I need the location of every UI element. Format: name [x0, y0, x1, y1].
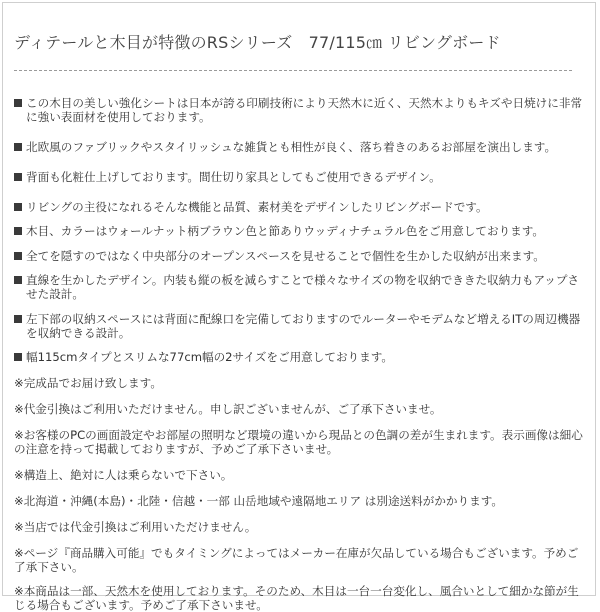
feature-text: この木目の美しい強化シートは日本が誇る印刷技術により天然木に近く、天然木よりもキズや日焼けに非常に強い表面材を使用しております。 — [26, 96, 583, 124]
feature-item — [14, 273, 586, 301]
bullet-square-icon — [14, 315, 22, 323]
feature-item — [14, 350, 586, 364]
note-item: ※本商品は一部、天然木を使用しております。そのため、木目は一台一台変化し、風合いとして細かな節が生じる場合もございます。予めご了承下さいませ。 — [14, 584, 579, 612]
feature-list — [14, 96, 586, 364]
feature-text: リビングの主役になれるそんな機能と品質、素材美をデザインしたリビングボードです。 — [26, 200, 488, 214]
bullet-square-icon — [14, 353, 22, 361]
page-title: ディテールと木目が特徴のRSシリーズ 77/115㎝ リビングボード — [14, 33, 501, 52]
feature-item — [14, 96, 586, 124]
bullet-square-icon — [14, 276, 22, 284]
note-item: ※構造上、絶対に人は乗らないで下さい。 — [14, 468, 233, 482]
note-item: ※北海道・沖縄(本島)・北陸・信越・一部 山岳地域や遠隔地エリア は別途送料がかかります。 — [14, 494, 503, 508]
feature-item — [14, 140, 586, 154]
bullet-square-icon — [14, 252, 22, 260]
feature-item — [14, 249, 586, 263]
feature-item — [14, 170, 586, 184]
feature-text: 幅115cmタイプとスリムな77cm幅の2サイズをご用意しております。 — [26, 350, 394, 364]
feature-text: 木目、カラーはウォールナット柄ブラウン色と節ありウッディナチュラル色をご用意しております。 — [26, 224, 545, 238]
notes-list — [14, 376, 586, 612]
feature-text: 北欧風のファブリックやスタイリッシュな雑貨とも相性が良く、落ち着きのあるお部屋を演出します。 — [26, 140, 557, 154]
feature-text: 直線を生かしたデザイン。内装も縦の板を減らすことで様々なサイズの物を収納でききた収納力もアップさせた設計。 — [26, 273, 580, 301]
bullet-square-icon — [14, 173, 22, 181]
note-item: ※ページ『商品購入可能』でもタイミングによってはメーカー在庫が欠品している場合もございます。予めご了承下さい。 — [14, 546, 579, 574]
bullet-square-icon — [14, 203, 22, 211]
feature-item — [14, 224, 586, 238]
note-item: ※完成品でお届け致します。 — [14, 376, 162, 390]
dashed-divider — [14, 70, 572, 71]
bullet-square-icon — [14, 99, 22, 107]
note-item: ※代金引換はご利用いただけません。申し訳ございませんが、ご了承下さいませ。 — [14, 402, 442, 416]
feature-text: 左下部の収納スペースには背面に配線口を完備しておりますのでルーターやモデムなど増えるITの周辺機器を収納できる設計。 — [26, 312, 581, 340]
bullet-square-icon — [14, 143, 22, 151]
note-item: ※お客様のPCの画面設定やお部屋の照明など環境の違いから現品との色調の差が生まれます。表示画像は細心の注意を持って掲載しておりますが、予めご了承下さいませ。 — [14, 428, 583, 456]
feature-item — [14, 200, 586, 214]
feature-item — [14, 312, 586, 340]
feature-text: 全てを隠すのではなく中央部分のオープンスペースを見せることで個性を生かした収納が出来ます。 — [26, 249, 545, 263]
feature-text: 背面も化粧仕上げしております。間仕切り家具としてもご使用できるデザイン。 — [26, 170, 441, 184]
note-item: ※当店では代金引換はご利用いただけません。 — [14, 520, 257, 534]
bullet-square-icon — [14, 227, 22, 235]
